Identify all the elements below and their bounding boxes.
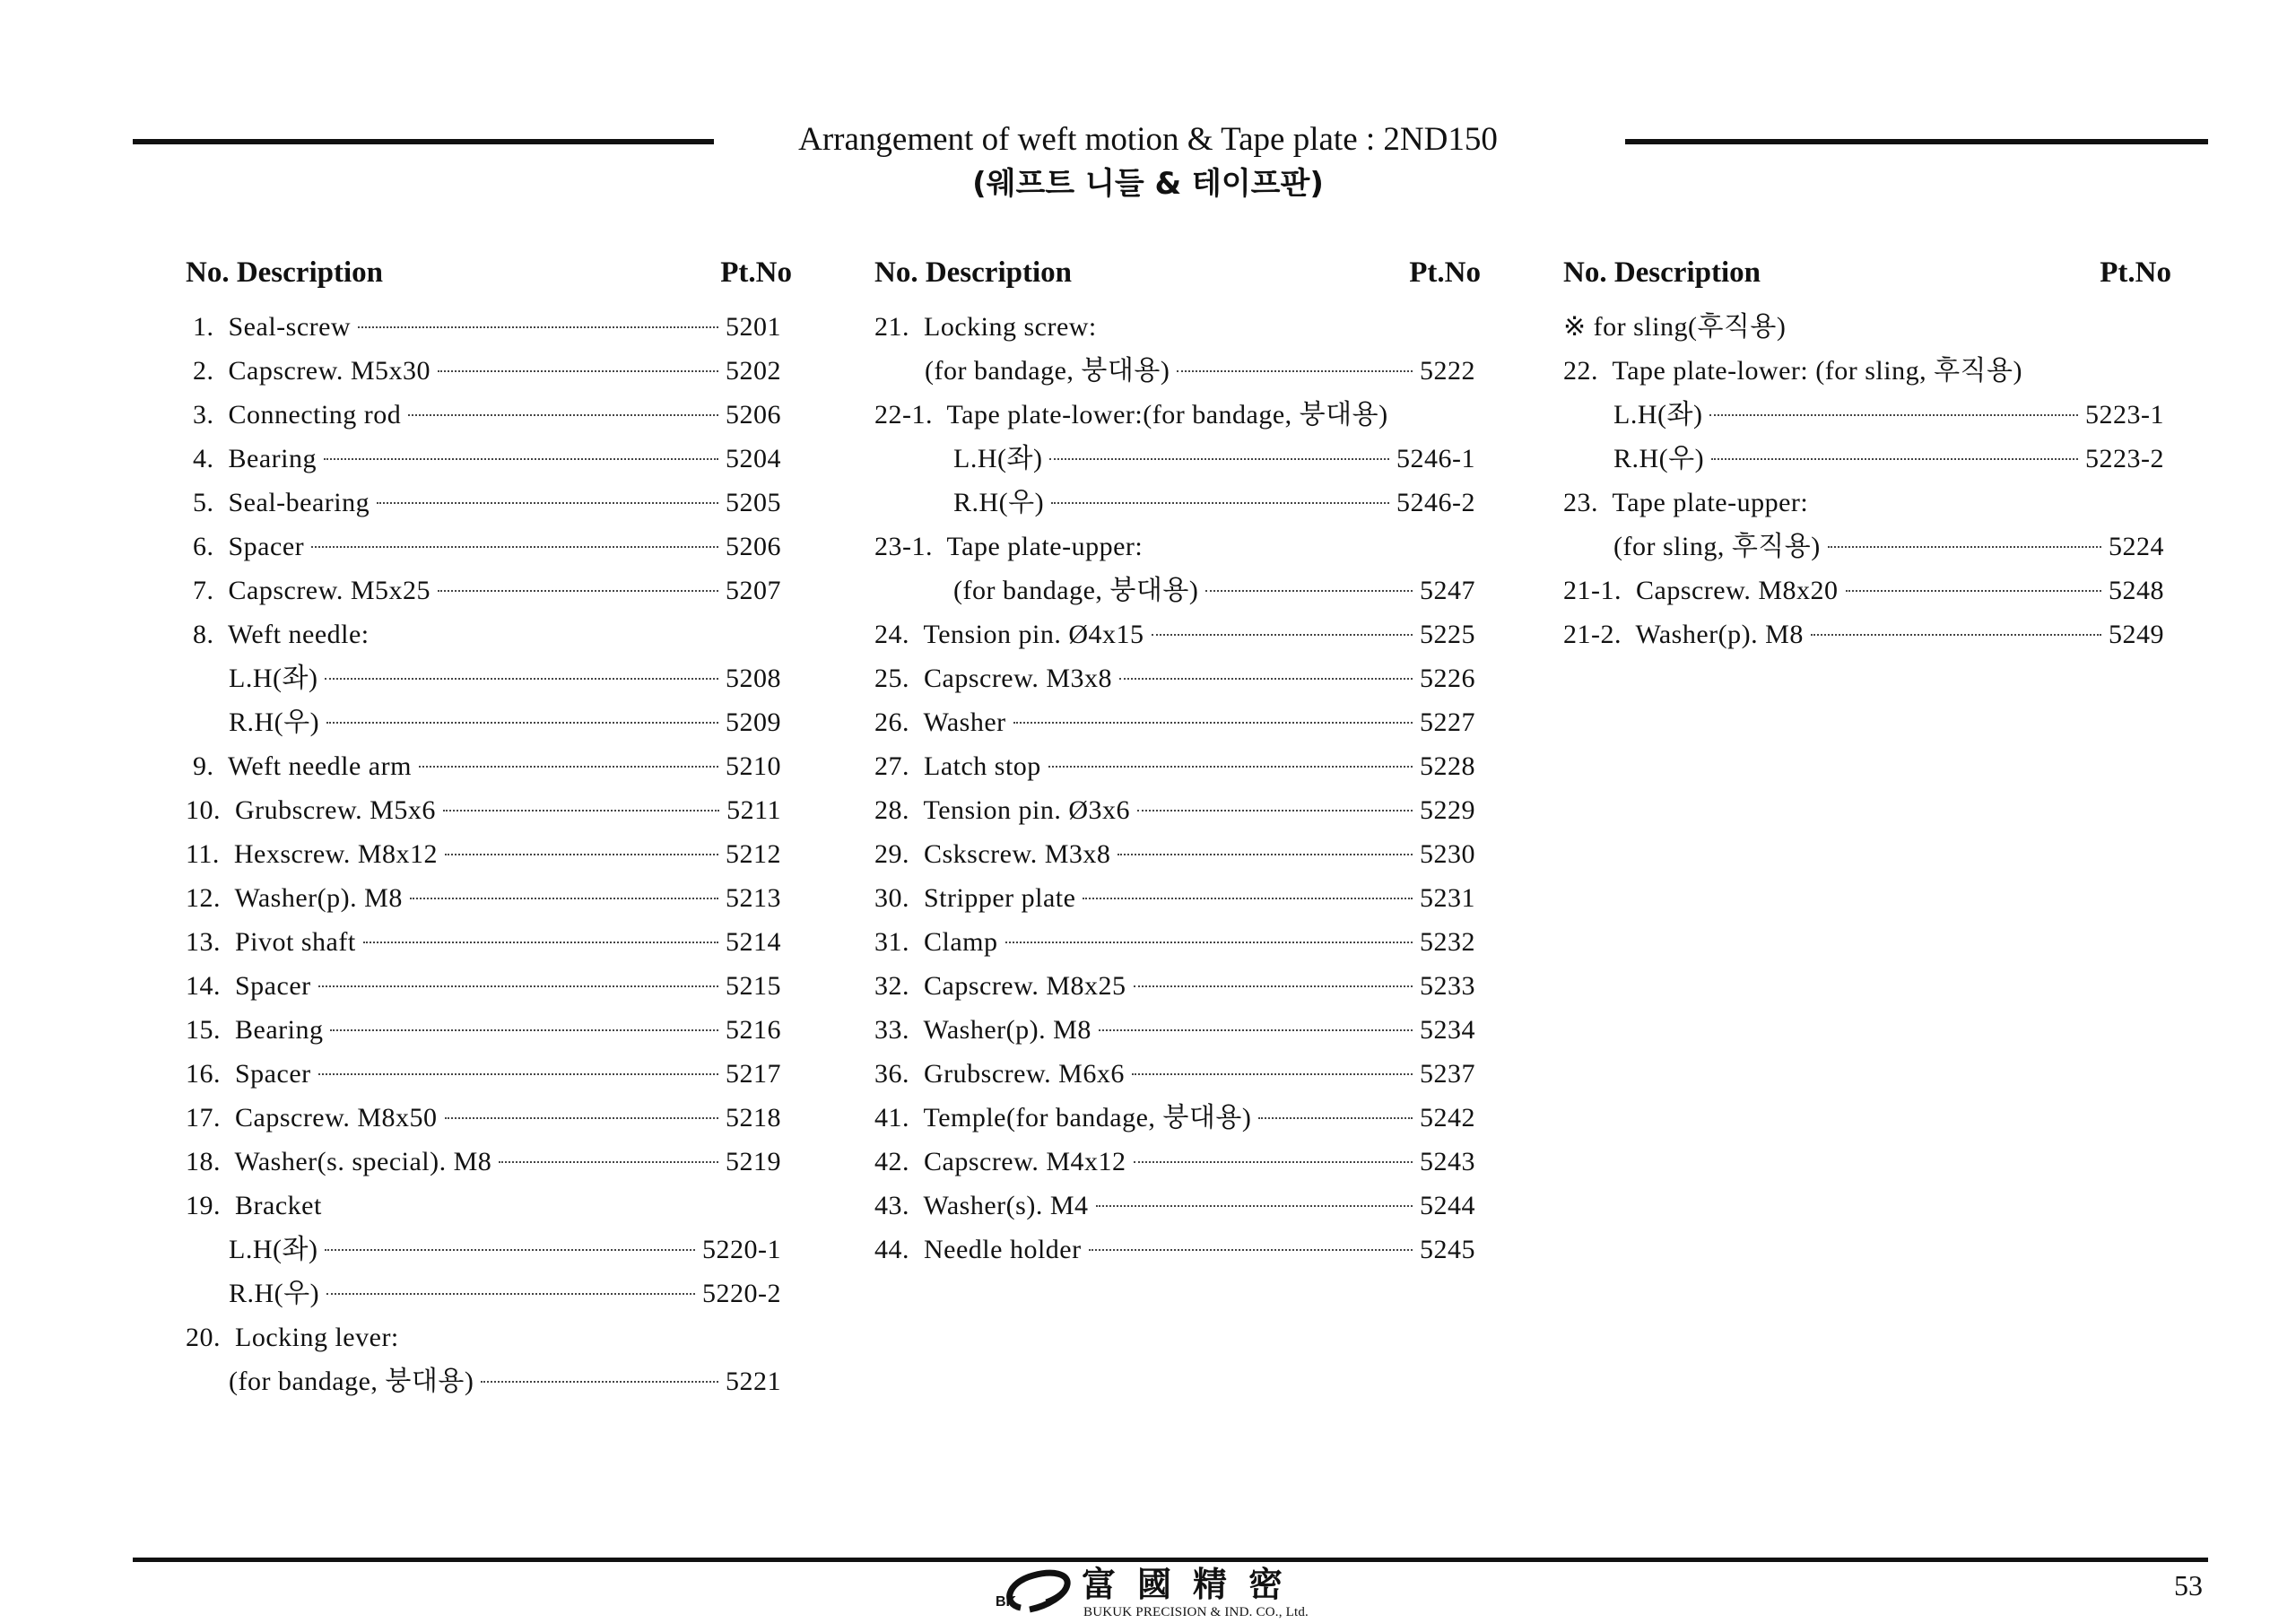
part-number: 5216 — [726, 1015, 781, 1045]
company-name: BUKUK PRECISION & IND. CO., Ltd. — [1083, 1605, 1309, 1619]
part-number: 5243 — [1420, 1147, 1475, 1176]
part-number: 5247 — [1420, 576, 1475, 605]
column-header-description: No. Description — [874, 256, 1072, 289]
part-description: 33. Washer(p). M8 — [874, 1015, 1091, 1045]
part-row — [186, 700, 781, 744]
part-row — [874, 1140, 1475, 1184]
dot-leader — [1119, 678, 1413, 680]
part-description: 9. Weft needle arm — [186, 751, 412, 781]
part-row — [874, 1052, 1475, 1096]
dot-leader — [1811, 634, 2101, 636]
part-number: 5212 — [726, 839, 781, 869]
part-description: 6. Spacer — [186, 532, 305, 561]
column-header-ptno: Pt.No — [2100, 256, 2171, 289]
dot-leader — [1099, 1029, 1413, 1031]
part-row — [186, 393, 781, 437]
part-row — [874, 568, 1475, 612]
part-description: 3. Connecting rod — [186, 400, 402, 430]
part-row — [186, 481, 781, 525]
part-description: 1. Seal-screw — [186, 312, 352, 342]
part-number: 5219 — [726, 1147, 781, 1176]
part-number: 5207 — [726, 576, 781, 605]
part-row — [186, 437, 781, 481]
part-description: 41. Temple(for bandage, 붕대용) — [874, 1103, 1252, 1133]
part-description: 42. Capscrew. M4x12 — [874, 1147, 1126, 1176]
part-number: 5231 — [1420, 883, 1475, 913]
part-row — [874, 832, 1475, 876]
column-header-description: No. Description — [186, 256, 383, 289]
logo-initials: BK — [996, 1594, 1017, 1610]
part-number: 5204 — [726, 444, 781, 473]
dot-leader — [1205, 590, 1413, 592]
part-row — [874, 700, 1475, 744]
part-row — [186, 920, 781, 964]
part-row — [874, 1096, 1475, 1140]
part-description: 18. Washer(s. special). M8 — [186, 1147, 492, 1176]
part-description: 15. Bearing — [186, 1015, 324, 1045]
part-number: 5214 — [726, 927, 781, 957]
part-number: 5232 — [1420, 927, 1475, 957]
part-description: 5. Seal-bearing — [186, 488, 370, 517]
dot-leader — [1132, 1073, 1413, 1075]
parts-column-3 — [1563, 251, 2171, 656]
parts-list — [186, 305, 781, 1403]
part-number: 5228 — [1420, 751, 1475, 781]
part-row — [186, 1228, 781, 1271]
part-number: 5244 — [1420, 1191, 1475, 1220]
column-header — [874, 251, 1481, 294]
column-header-ptno: Pt.No — [1409, 256, 1481, 289]
part-row — [874, 964, 1475, 1008]
part-description: 44. Needle holder — [874, 1235, 1082, 1264]
part-number: 5248 — [2109, 576, 2164, 605]
part-description: 22. Tape plate-lower: (for sling, 후직용) — [1563, 356, 2022, 386]
part-description: 20. Locking lever: — [186, 1323, 399, 1352]
part-number: 5220-2 — [702, 1279, 781, 1308]
dot-leader — [499, 1161, 718, 1163]
part-description: L.H(좌) — [874, 444, 1043, 473]
part-row — [186, 876, 781, 920]
part-row — [186, 1359, 781, 1403]
part-row — [186, 1140, 781, 1184]
column-header-ptno: Pt.No — [720, 256, 792, 289]
part-number: 5230 — [1420, 839, 1475, 869]
part-number: 5233 — [1420, 971, 1475, 1001]
part-number: 5225 — [1420, 620, 1475, 649]
part-number: 5206 — [726, 532, 781, 561]
part-row — [1563, 481, 2164, 525]
part-row — [186, 744, 781, 788]
part-row — [874, 788, 1475, 832]
part-description: 27. Latch stop — [874, 751, 1041, 781]
part-description: 32. Capscrew. M8x25 — [874, 971, 1126, 1001]
part-description: 30. Stripper plate — [874, 883, 1076, 913]
part-description: 13. Pivot shaft — [186, 927, 356, 957]
dot-leader — [1709, 414, 2078, 416]
dot-leader — [1828, 546, 2101, 548]
part-description: 19. Bracket — [186, 1191, 322, 1220]
bk-swoosh-icon — [994, 1565, 1080, 1620]
part-row — [874, 349, 1475, 393]
part-row — [186, 832, 781, 876]
part-row — [186, 525, 781, 568]
part-row — [874, 1184, 1475, 1228]
dot-leader — [438, 590, 718, 592]
part-description: 24. Tension pin. Ø4x15 — [874, 620, 1144, 649]
part-row — [1563, 568, 2164, 612]
part-description: 26. Washer — [874, 707, 1006, 737]
part-row — [874, 920, 1475, 964]
part-description: 17. Capscrew. M8x50 — [186, 1103, 438, 1133]
part-number: 5249 — [2109, 620, 2164, 649]
dot-leader — [1005, 942, 1413, 943]
part-row — [1563, 349, 2164, 393]
dot-leader — [326, 722, 718, 724]
part-description: 4. Bearing — [186, 444, 317, 473]
dot-leader — [445, 854, 718, 855]
part-number: 5220-1 — [702, 1235, 781, 1264]
dot-leader — [363, 942, 718, 943]
part-row — [186, 305, 781, 349]
dot-leader — [1118, 854, 1413, 855]
part-number: 5205 — [726, 488, 781, 517]
dot-leader — [1134, 985, 1413, 987]
part-number: 5234 — [1420, 1015, 1475, 1045]
part-number: 5226 — [1420, 664, 1475, 693]
part-row — [186, 964, 781, 1008]
part-row — [186, 788, 781, 832]
part-description: 28. Tension pin. Ø3x6 — [874, 795, 1131, 825]
part-description: 7. Capscrew. M5x25 — [186, 576, 431, 605]
dot-leader — [443, 810, 719, 812]
part-description: 14. Spacer — [186, 971, 311, 1001]
part-number: 5201 — [726, 312, 781, 342]
part-number: 5242 — [1420, 1103, 1475, 1133]
part-number: 5215 — [726, 971, 781, 1001]
part-row — [1563, 305, 2164, 349]
dot-leader — [311, 546, 718, 548]
part-row — [874, 612, 1475, 656]
parts-list — [1563, 305, 2164, 656]
page-title: Arrangement of weft motion & Tape plate : 2ND150 — [798, 121, 1498, 158]
parts-list — [874, 305, 1475, 1271]
dot-leader — [377, 502, 718, 504]
dot-leader — [445, 1117, 718, 1119]
page-subtitle: (웨프트 니들 & 테이프판) — [972, 166, 1324, 202]
part-description: L.H(좌) — [1563, 400, 1703, 430]
dot-leader — [1096, 1205, 1413, 1207]
part-description: 22-1. Tape plate-lower:(for bandage, 붕대용) — [874, 400, 1388, 430]
dot-leader — [330, 1029, 718, 1031]
dot-leader — [1048, 766, 1413, 768]
part-description: 16. Spacer — [186, 1059, 311, 1089]
parts-column-2 — [874, 251, 1481, 1271]
part-description: (for bandage, 붕대용) — [874, 356, 1170, 386]
part-description: (for bandage, 붕대용) — [874, 576, 1199, 605]
dot-leader — [410, 898, 718, 899]
part-row — [186, 656, 781, 700]
dot-leader — [358, 326, 718, 328]
part-description: R.H(우) — [186, 1279, 320, 1308]
part-description: 29. Cskscrew. M3x8 — [874, 839, 1111, 869]
part-number: 5209 — [726, 707, 781, 737]
dot-leader — [324, 458, 718, 460]
part-row — [186, 1315, 781, 1359]
dot-leader — [318, 985, 718, 987]
column-header-description: No. Description — [1563, 256, 1761, 289]
part-description: R.H(우) — [1563, 444, 1705, 473]
page-number: 53 — [2174, 1569, 2203, 1601]
dot-leader — [481, 1381, 718, 1383]
dot-leader — [1083, 898, 1413, 899]
dot-leader — [419, 766, 718, 768]
part-number: 5208 — [726, 664, 781, 693]
dot-leader — [1013, 722, 1413, 724]
dot-leader — [438, 370, 718, 372]
part-description: (for bandage, 붕대용) — [186, 1367, 474, 1396]
part-row — [874, 744, 1475, 788]
part-row — [186, 1008, 781, 1052]
part-number: 5213 — [726, 883, 781, 913]
part-description: 11. Hexscrew. M8x12 — [186, 839, 439, 869]
part-description: 2. Capscrew. M5x30 — [186, 356, 431, 386]
part-row — [874, 481, 1475, 525]
part-description: 12. Washer(p). M8 — [186, 883, 403, 913]
part-number: 5229 — [1420, 795, 1475, 825]
part-row — [874, 1228, 1475, 1271]
part-row — [874, 1008, 1475, 1052]
part-number: 5218 — [726, 1103, 781, 1133]
dot-leader — [1711, 458, 2078, 460]
part-number: 5224 — [2109, 532, 2164, 561]
part-description: L.H(좌) — [186, 1235, 318, 1264]
dot-leader — [326, 1293, 695, 1295]
dot-leader — [1049, 458, 1389, 460]
part-description: 8. Weft needle: — [186, 620, 370, 649]
part-row — [874, 393, 1475, 437]
column-header — [186, 251, 792, 294]
part-number: 5246-1 — [1396, 444, 1475, 473]
part-row — [186, 612, 781, 656]
company-logo — [994, 1565, 1370, 1620]
part-description: 21. Locking screw: — [874, 312, 1097, 342]
part-row — [186, 1096, 781, 1140]
part-number: 5211 — [726, 795, 781, 825]
part-description: 36. Grubscrew. M6x6 — [874, 1059, 1125, 1089]
part-row — [1563, 525, 2164, 568]
part-description: R.H(우) — [874, 488, 1045, 517]
part-number: 5246-2 — [1396, 488, 1475, 517]
part-number: 5227 — [1420, 707, 1475, 737]
part-description: R.H(우) — [186, 707, 320, 737]
part-description: 23-1. Tape plate-upper: — [874, 532, 1144, 561]
part-row — [1563, 393, 2164, 437]
part-description: L.H(좌) — [186, 664, 318, 693]
dot-leader — [1152, 634, 1413, 636]
part-description: 31. Clamp — [874, 927, 998, 957]
part-number: 5223-2 — [2085, 444, 2164, 473]
part-number: 5245 — [1420, 1235, 1475, 1264]
part-number: 5222 — [1420, 356, 1475, 386]
part-row — [186, 349, 781, 393]
dot-leader — [408, 414, 718, 416]
part-number: 5202 — [726, 356, 781, 386]
dot-leader — [1846, 590, 2101, 592]
part-number: 5237 — [1420, 1059, 1475, 1089]
dot-leader — [1137, 810, 1413, 812]
dot-leader — [325, 678, 718, 680]
part-description: 21-1. Capscrew. M8x20 — [1563, 576, 1839, 605]
part-row — [874, 525, 1475, 568]
dot-leader — [1051, 502, 1389, 504]
part-number: 5217 — [726, 1059, 781, 1089]
part-description: ※ for sling(후직용) — [1563, 312, 1787, 342]
dot-leader — [1089, 1249, 1413, 1251]
dot-leader — [1258, 1117, 1413, 1119]
part-number: 5210 — [726, 751, 781, 781]
part-row — [186, 1184, 781, 1228]
dot-leader — [318, 1073, 718, 1075]
part-description: 25. Capscrew. M3x8 — [874, 664, 1113, 693]
part-row — [1563, 612, 2164, 656]
dot-leader — [1177, 370, 1413, 372]
part-row — [1563, 437, 2164, 481]
part-row — [874, 305, 1475, 349]
part-row — [186, 568, 781, 612]
part-row — [186, 1052, 781, 1096]
logo-cjk-text: 富國精密 — [1082, 1565, 1305, 1604]
part-number: 5223-1 — [2085, 400, 2164, 430]
part-description: 21-2. Washer(p). M8 — [1563, 620, 1804, 649]
dot-leader — [1134, 1161, 1413, 1163]
part-description: 23. Tape plate-upper: — [1563, 488, 1809, 517]
footer-rule — [133, 1558, 2208, 1562]
part-row — [874, 437, 1475, 481]
dot-leader — [325, 1249, 695, 1251]
part-description: (for sling, 후직용) — [1563, 532, 1821, 561]
part-row — [874, 656, 1475, 700]
part-row — [874, 876, 1475, 920]
part-description: 10. Grubscrew. M5x6 — [186, 795, 436, 825]
part-description: 43. Washer(s). M4 — [874, 1191, 1089, 1220]
part-row — [186, 1271, 781, 1315]
part-number: 5206 — [726, 400, 781, 430]
parts-column-1 — [186, 251, 792, 1403]
column-header — [1563, 251, 2171, 294]
part-number: 5221 — [726, 1367, 781, 1396]
